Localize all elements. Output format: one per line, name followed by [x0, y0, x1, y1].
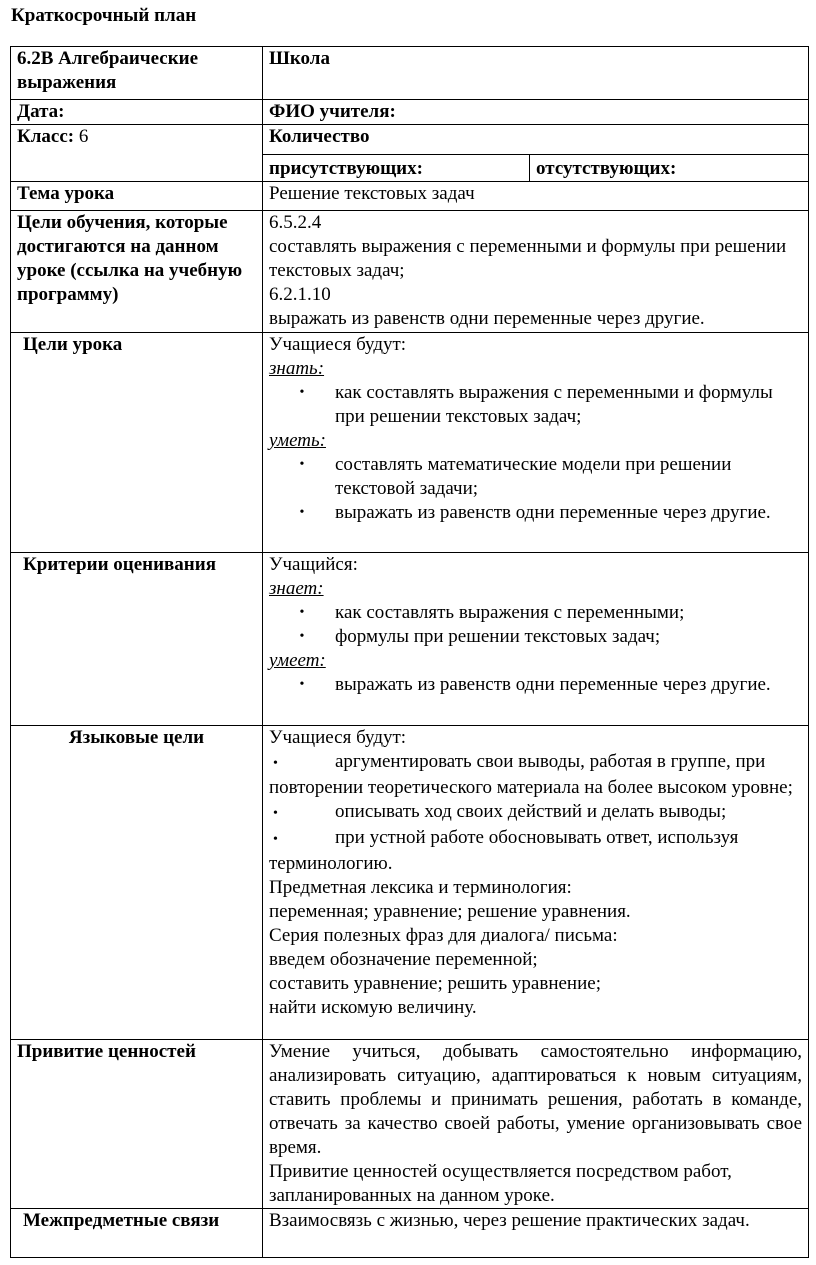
criteria-label: Критерии оценивания	[11, 553, 263, 726]
language-intro: Учащиеся будут:	[269, 727, 407, 748]
section-cell: 6.2В Алгебраические выражения	[11, 47, 263, 100]
school-cell: Школа	[263, 47, 809, 100]
count-label: Количество	[263, 125, 809, 155]
class-value: 6	[78, 126, 89, 147]
bullet-icon: •	[299, 629, 305, 644]
phrase-line: найти искомую величину.	[269, 997, 477, 1018]
list-item-text: как составлять выражения с переменными и формулы при решении текстовых задач;	[335, 382, 773, 427]
values-label: Привитие ценностей	[11, 1040, 263, 1209]
can-label: уметь:	[269, 430, 326, 451]
list-item	[269, 800, 802, 826]
topic-value: Решение текстовых задач	[263, 182, 809, 211]
row-language	[11, 726, 809, 1040]
lesson-goals-cell	[263, 333, 809, 553]
know-label: знать:	[269, 358, 325, 379]
list-item-text: при устной работе обосновывать ответ, используя терминологию.	[269, 827, 739, 874]
vocab-label: Предметная лексика и терминология:	[269, 877, 572, 898]
row-crosscurricular	[11, 1209, 809, 1258]
row-values	[11, 1040, 809, 1209]
values-paragraph: Привитие ценностей осуществляется посредством работ, запланированных на данном уроке.	[269, 1161, 732, 1206]
list-item-text: выражать из равенств одни переменные через другие.	[335, 502, 771, 523]
values-paragraph: Умение учиться, добывать самостоятельно информацию, анализировать ситуацию, адаптироваться к новым ситуациям, ставить проблемы и принимать решения, работать в команде, отвечать за качество своей работы, умение организовывать свое время.	[269, 1041, 803, 1158]
list-item-text: составлять математические модели при решении текстовой задачи;	[335, 454, 732, 499]
list-item	[269, 381, 802, 429]
knows-label: знает:	[269, 578, 324, 599]
lesson-plan-table	[10, 46, 809, 1258]
date-label: Дата:	[11, 100, 263, 125]
objectives-label: Цели обучения, которые достигаются на данном уроке (ссылка на учебную программу)	[11, 211, 263, 333]
list-item	[269, 453, 802, 501]
bullet-icon: •	[299, 605, 305, 620]
objectives-cell	[263, 211, 809, 333]
row-section	[11, 47, 809, 100]
bullet-icon: •	[273, 806, 278, 821]
list-item	[269, 750, 802, 800]
objective-code: 6.5.2.4	[269, 212, 322, 233]
phrase-line: введем обозначение переменной;	[269, 949, 538, 970]
lesson-goals-intro: Учащиеся будут:	[269, 334, 407, 355]
language-label: Языковые цели	[11, 726, 263, 1040]
class-cell	[11, 125, 263, 182]
lesson-goals-label: Цели урока	[11, 333, 263, 553]
vocab-text: переменная; уравнение; решение уравнения.	[269, 901, 631, 922]
crosscurricular-value: Взаимосвязь с жизнью, через решение практических задач.	[263, 1209, 809, 1258]
absent-label: отсутствующих:	[530, 155, 809, 182]
row-class	[11, 125, 809, 155]
row-date	[11, 100, 809, 125]
objective-text: составлять выражения с переменными и формулы при решении текстовых задач;	[269, 236, 787, 281]
list-item	[269, 501, 802, 525]
criteria-intro: Учащийся:	[269, 554, 358, 575]
row-criteria	[11, 553, 809, 726]
topic-label: Тема урока	[11, 182, 263, 211]
list-item-text: как составлять выражения с переменными;	[335, 602, 685, 623]
bullet-icon: •	[273, 832, 278, 847]
list-item-text: описывать ход своих действий и делать выводы;	[335, 801, 727, 822]
row-objectives	[11, 211, 809, 333]
objective-text: выражать из равенств одни переменные через другие.	[269, 308, 705, 329]
list-item-text: формулы при решении текстовых задач;	[335, 626, 661, 647]
bullet-icon: •	[299, 457, 305, 472]
bullet-icon: •	[299, 677, 305, 692]
list-item	[269, 826, 802, 876]
present-label: присутствующих:	[263, 155, 530, 182]
row-topic	[11, 182, 809, 211]
list-item-text: выражать из равенств одни переменные через другие.	[335, 674, 771, 695]
class-label: Класс:	[17, 126, 75, 147]
language-cell	[263, 726, 809, 1040]
list-item	[269, 673, 802, 697]
list-item	[269, 625, 802, 649]
bullet-icon: •	[273, 756, 278, 771]
criteria-cell	[263, 553, 809, 726]
values-cell	[263, 1040, 809, 1209]
list-item	[269, 601, 802, 625]
objective-code: 6.2.1.10	[269, 284, 331, 305]
phrases-label: Серия полезных фраз для диалога/ письма:	[269, 925, 618, 946]
list-item-text: аргументировать свои выводы, работая в группе, при повторении теоретического материала на более высоком уровне;	[269, 751, 793, 798]
can-label: умеет:	[269, 650, 326, 671]
bullet-icon: •	[299, 385, 305, 400]
row-lesson-goals	[11, 333, 809, 553]
document-title: Краткосрочный план	[11, 5, 197, 26]
crosscurricular-label: Межпредметные связи	[11, 1209, 263, 1258]
phrase-line: составить уравнение; решить уравнение;	[269, 973, 601, 994]
teacher-label: ФИО учителя:	[263, 100, 809, 125]
bullet-icon: •	[299, 505, 305, 520]
